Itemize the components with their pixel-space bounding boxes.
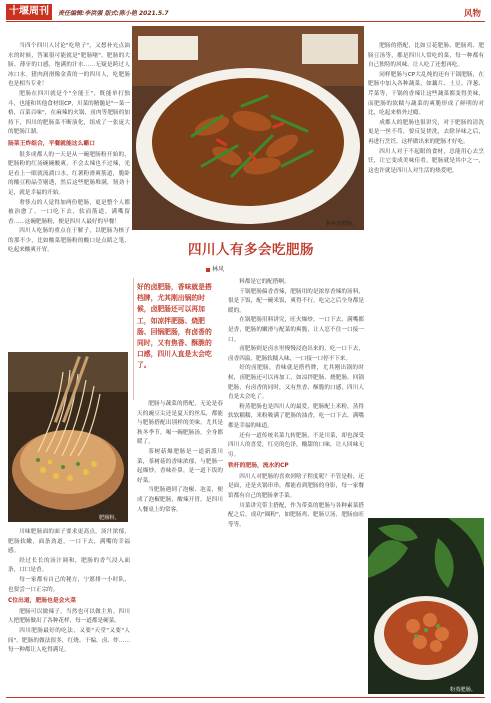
column-2 [228, 278, 364, 694]
section-heading: 铁杆的肥肠，流水的CP [228, 463, 289, 470]
body-paragraph: 料都是它的配搭啊。 [239, 279, 290, 285]
article-author [206, 264, 224, 273]
body-paragraph: 还有一道传统名菜九转肥肠，不是川菜，却也深受四川人的喜爱，红亮的色泽，酸甜的口味，让人回味无穷。 [228, 432, 364, 458]
noodle-photo-caption: 肥肠粉。 [99, 515, 120, 521]
body-paragraph: 干锅肥肠偏香香辣，肥肠用的是浓厚香辣的汤料，很是下饭，配一碗米饭，爽得不行，吃完之后全身都是暖的。 [228, 288, 364, 314]
noodle-photo [8, 352, 128, 522]
body-paragraph: 肥肠可以做辣子，当然也可以做主角。四川人把肥肠做出了各种花样，每一道都是硬菜。 [8, 608, 130, 625]
body-paragraph: 经过长长的汤汁调和，肥肠的香气浸入面条，口口是香。 [8, 557, 130, 574]
body-paragraph: 肥肠的搭配，比如豆花肥肠、肥肠鸡、肥肠豆汤等，都是四川人常吃的菜，每一种都有自己独特的风味，让人吃了还想再吃。 [368, 43, 484, 69]
steamed-intestine-photo [368, 518, 484, 694]
body-paragraph: 四川人吃肠的重点在于解子，以肥肠为核子的那不少，比如酸菜肥肠粉的酸口是点睛之笔，吃起来酸爽开胃。 [8, 228, 130, 254]
body-paragraph: 同样肥肠与CP大乱炖的还有干锅肥肠，在肥肠中加入各种蔬菜，如藕片、土豆、洋葱、芹菜等，干锅的香辣让这些蔬菜都变得美味，而肥肠的软糯与蔬菜的爽脆形成了鲜明的对比，吃起来格外过瘾。 [368, 71, 484, 117]
column-1 [8, 42, 130, 350]
body-paragraph: 四川肥肠最好的吃法，又要"天堂"又要"人间"。肥肠的做法很多，红烧、干煸、卤、炸……每一种都让人吃得满足。 [8, 627, 130, 654]
stir-fry-photo [132, 26, 364, 230]
body-paragraph: 当肥肠遇到了泡椒、泡姜，便成了泡椒肥肠，酸辣开胃，是四川人餐桌上的常客。 [137, 487, 223, 513]
editor-line: 责任编辑:李洪强 版式:陈小艳 2021.5.7 [58, 10, 169, 17]
author-name: 林风 [212, 266, 225, 273]
newspaper-logo: 十堰周刊 [6, 4, 52, 20]
column-1-lower [8, 528, 130, 694]
intro-paragraph: 肥肠在四川就是个"全能王"，既能单打独斗，也能和其他食材组CP，川菜的精髓是"一菜一格，百菜百味"，在麻辣的火锅、卤肉等肥肠的加持下，四川的肥肠菜不断演化，组成了一张庞大的肥肠江湖。 [8, 90, 130, 136]
pull-quote: 好的卤肥肠，香味就是搭档牌，尤其刚出锅的时候，卤肥肠还可以再加工，如凉拌肥肠、烧肥肠、回锅肥肠，有卤香的同时，又有焦香、酥脆的口感，四川人直是太会吃了。 [137, 283, 212, 370]
body-paragraph: 四川人对肥肠的喜欢到啥子程度呢？不管是粉，还是面，还是火锅串串，都能看到肥肠的身影，每一家餐馆都有自己的肥肠拿手菜。 [228, 473, 364, 500]
author-marker [206, 268, 210, 272]
body-paragraph: 成都人的肥肠也很讲究，对于肥肠的清洗更是一丝不苟，要反复搓洗，去除异味之后，再进行烹饪，这样做出来的肥肠才好吃。 [368, 119, 484, 145]
body-paragraph: 四川人对于不起眼的食材，总能用心去烹饪，让它变成美味佳肴，肥肠就是其中之一，这也许就是四川人对生活的热爱吧。 [368, 148, 484, 174]
intro-paragraph: 当四个四川人讨论"吃啥子"，又想补充点油水的时候，答案很可能就是"肥肠噻"。肥肠的大肠、薄牙的口感，饱满的汁水……无疑是跨过人冰口水。猪肉润滑像金黄的一的四川人，吃肥肠也是相当专业！ [8, 43, 130, 88]
body-paragraph: 肥肠与蔬菜的搭配，无论是春天的豌豆尖还是夏天的丝瓜，都能与肥肠搭配出别样的美味，尤其是秋冬季节，喝一碗肥肠汤，全身都暖了。 [137, 401, 223, 446]
section-heading: C位出道，肥肠也是会火菜 [8, 598, 77, 605]
body-paragraph: 川菜讲究带主搭配，作为带菜的肥肠与各种素菜搭配之后，成功"圈粉"，如肥肠鸡、肥肠豆汤、肥肠血旺等等。 [228, 502, 364, 528]
body-paragraph: 好的卤肥肠，香味就是搭档牌，尤其刚出锅的时候，卤肥肠还可以再加工，如凉拌肥肠、烧肥肠、回锅肥肠，有卤香的同时，又有焦香、酥脆的口感，四川人直是太会吃了。 [228, 365, 364, 401]
column-2-left [137, 400, 223, 694]
header-rule [6, 21, 485, 22]
body-paragraph: 卤肥肠则是卤水里慢慢浸泡出来的，吃一口下去，卤香四溢，肥肠软糯入味，一口接一口停不下来。 [228, 346, 364, 362]
body-paragraph: 每一家都有自己的秘方，宁愿排一小时队，也要尝一口正宗的。 [8, 576, 130, 593]
stir-fry-photo-caption: 转乡烧肥肠。 [326, 221, 358, 227]
steamed-intestine-photo-caption: 粉蒸肥肠。 [450, 687, 476, 693]
body-paragraph: 奢侈点的人觉得加两份肥肠，更是整个人都被治愈了。一口吃下去，软而筋道，满嘴留香……这碗肥肠粉，便是四川人最好的早餐！ [8, 199, 130, 225]
body-paragraph: 在锅肥肠用料讲究，旺火爆炒，一口下去，满嘴都是香，肥肠的嫩滑与配菜的爽脆，让人忍不住一口接一口。 [228, 317, 364, 343]
body-paragraph: 茶树菇爆肥肠是一道新派川菜，茶树菇的香味浓郁，与肥肠一起爆炒，香味扑鼻，是一道下饭的好菜。 [137, 448, 223, 484]
section-heading: 肠菜王炸组合，平餐就能这么霸口 [8, 140, 95, 147]
quote-divider [133, 278, 134, 400]
section-label: 风物 [463, 9, 481, 19]
column-3 [368, 42, 484, 516]
body-paragraph: 很多成都人的一天是从一碗肥肠粉开始的，肥肠粉的红汤碗碗酸爽，不会太辣也不过辣，光是看上一眼就流淌口水，红薯粉滑爽筋道，脆卧的酸豆粉晶莹剔透，然后这些肥肠堆满，韧劲十足，就是幸福的开始。 [8, 151, 130, 196]
body-paragraph: 川味肥肠面的面子要求更高点，汤汁浓郁，肥肠软嫩，面条劲道，一口下去，满嘴的幸福感。 [8, 529, 130, 555]
footer-rule [6, 697, 485, 698]
article-title: 四川人有多会吃肥肠 [188, 242, 314, 258]
body-paragraph: 粉蒸肥肠也是四川人的最爱，肥肠配上米粉，蒸得软软糯糯，米粉吸满了肥肠的油香，吃一口下去，满嘴都是幸福的味道。 [228, 403, 364, 429]
